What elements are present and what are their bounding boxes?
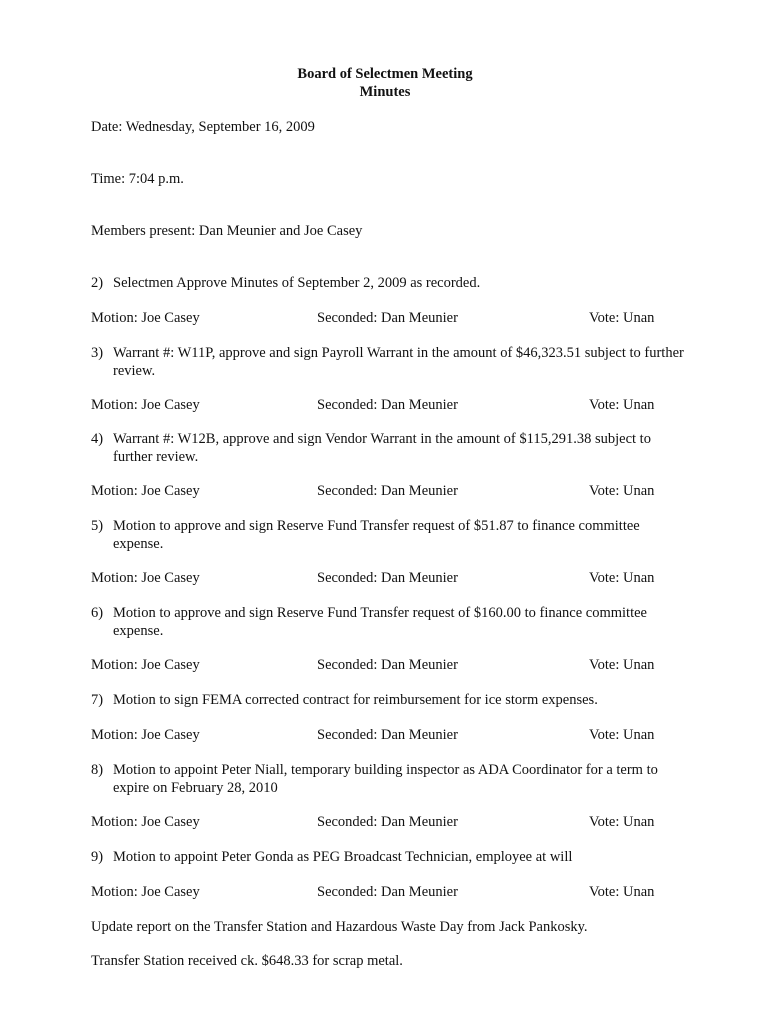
motion-seconder: Seconded: Dan Meunier — [317, 727, 458, 743]
item-text: Warrant #: W11P, approve and sign Payroll Warrant in the amount of $46,323.51 subject to further review. — [113, 345, 684, 379]
motion-vote: Vote: Unan — [589, 657, 655, 673]
motion-row — [91, 656, 691, 674]
motion-mover: Motion: Joe Casey — [91, 570, 200, 586]
motion-vote: Vote: Unan — [589, 483, 655, 499]
item-number: 5) — [91, 518, 104, 534]
motion-vote: Vote: Unan — [589, 310, 655, 326]
update-report: Update report on the Transfer Station and Hazardous Waste Day from Jack Pankosky. — [91, 919, 588, 935]
motion-vote: Vote: Unan — [589, 570, 655, 586]
item-number: 6) — [91, 605, 104, 621]
motion-mover: Motion: Joe Casey — [91, 727, 200, 743]
agenda-item — [91, 761, 691, 797]
item-text: Selectmen Approve Minutes of September 2, 2009 as recorded. — [113, 275, 481, 291]
item-text: Motion to appoint Peter Niall, temporary building inspector as ADA Coordinator for a term to expire on February 28, 2010 — [113, 762, 658, 796]
item-number: 7) — [91, 692, 104, 708]
agenda-item — [91, 691, 691, 709]
motion-seconder: Seconded: Dan Meunier — [317, 310, 458, 326]
motion-seconder: Seconded: Dan Meunier — [317, 570, 458, 586]
agenda-item — [91, 848, 691, 866]
motion-row — [91, 396, 691, 414]
motion-vote: Vote: Unan — [589, 884, 655, 900]
document-subtitle: Minutes — [359, 84, 411, 100]
item-text: Motion to appoint Peter Gonda as PEG Broadcast Technician, employee at will — [113, 849, 573, 865]
motion-vote: Vote: Unan — [589, 397, 655, 413]
motion-vote: Vote: Unan — [589, 727, 655, 743]
members-present: Members present: Dan Meunier and Joe Casey — [91, 223, 363, 239]
motion-mover: Motion: Joe Casey — [91, 397, 200, 413]
motion-seconder: Seconded: Dan Meunier — [317, 397, 458, 413]
motion-mover: Motion: Joe Casey — [91, 814, 200, 830]
motion-seconder: Seconded: Dan Meunier — [317, 483, 458, 499]
motion-row — [91, 883, 691, 901]
item-number: 3) — [91, 345, 104, 361]
agenda-item — [91, 274, 691, 292]
motion-row — [91, 813, 691, 831]
motion-mover: Motion: Joe Casey — [91, 483, 200, 499]
motion-vote: Vote: Unan — [589, 814, 655, 830]
item-text: Motion to approve and sign Reserve Fund Transfer request of $51.87 to finance committee expense. — [113, 518, 640, 552]
motion-mover: Motion: Joe Casey — [91, 310, 200, 326]
meeting-date: Date: Wednesday, September 16, 2009 — [91, 119, 315, 135]
motion-mover: Motion: Joe Casey — [91, 657, 200, 673]
motion-seconder: Seconded: Dan Meunier — [317, 884, 458, 900]
agenda-item — [91, 344, 691, 380]
item-number: 4) — [91, 431, 104, 447]
transfer-station-note: Transfer Station received ck. $648.33 for scrap metal. — [91, 953, 403, 969]
motion-row — [91, 726, 691, 744]
item-number: 9) — [91, 849, 104, 865]
item-number: 2) — [91, 275, 104, 291]
item-number: 8) — [91, 762, 104, 778]
document-title: Board of Selectmen Meeting — [297, 66, 473, 82]
item-text: Warrant #: W12B, approve and sign Vendor Warrant in the amount of $115,291.38 subject to further review. — [113, 431, 651, 465]
agenda-item — [91, 604, 691, 640]
item-text: Motion to sign FEMA corrected contract for reimbursement for ice storm expenses. — [113, 692, 598, 708]
meeting-time: Time: 7:04 p.m. — [91, 171, 184, 187]
agenda-item — [91, 430, 691, 466]
motion-row — [91, 309, 691, 327]
agenda-item — [91, 517, 691, 553]
motion-row — [91, 482, 691, 500]
item-text: Motion to approve and sign Reserve Fund Transfer request of $160.00 to finance committee expense. — [113, 605, 647, 639]
motion-row — [91, 569, 691, 587]
motion-seconder: Seconded: Dan Meunier — [317, 657, 458, 673]
motion-seconder: Seconded: Dan Meunier — [317, 814, 458, 830]
motion-mover: Motion: Joe Casey — [91, 884, 200, 900]
